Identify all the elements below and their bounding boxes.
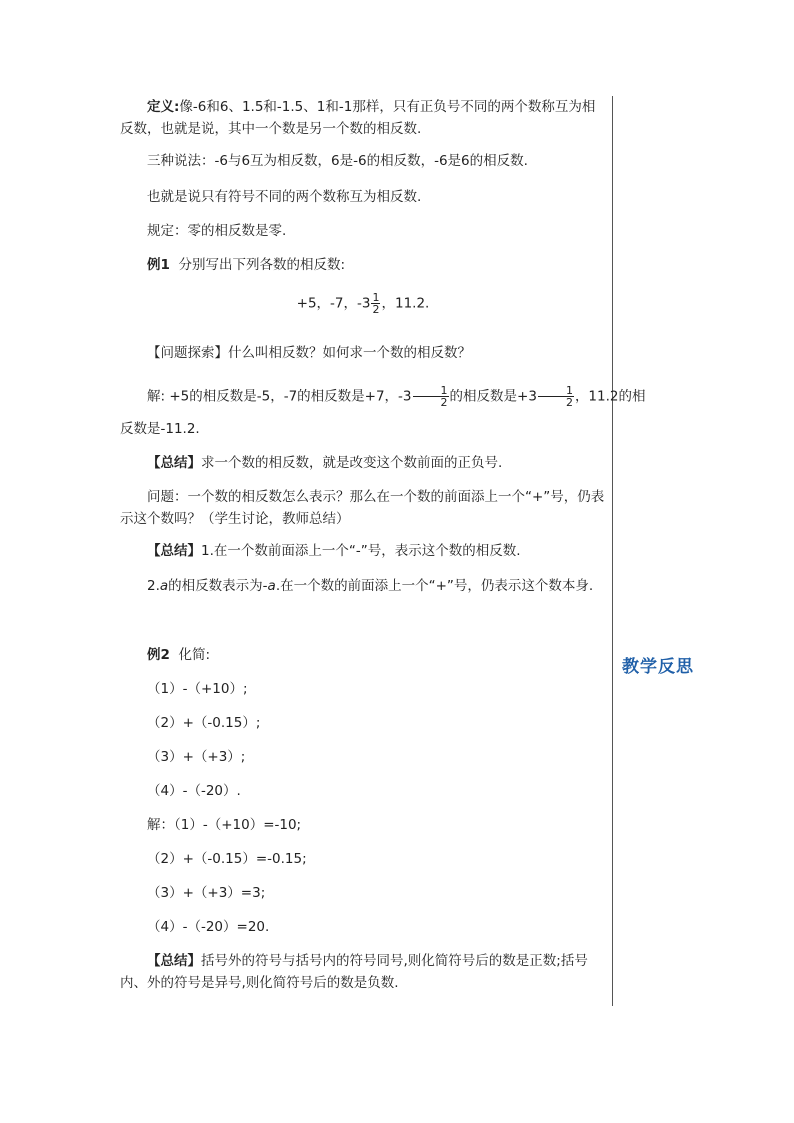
definition-text: 像-6和6、1.5和-1.5、1和-1那样，只有正负号不同的两个数称互为相反数，也就是说，其中一个数是另一个数的相反数. [120,99,596,137]
example2-heading: 例2 化简: [147,647,211,663]
example2-item: （4）-（-20）. [147,783,241,799]
teaching-reflection-label: 教学反思 [622,657,694,677]
example1-label: 例1 [147,257,170,273]
example2-label: 例2 [147,647,170,663]
solution1-line2: 反数是-11.2. [120,421,200,437]
summary2-label: 【总结】 [147,543,201,559]
example1-text: 分别写出下列各数的相反数: [178,257,346,273]
zero-rule-paragraph: 规定：零的相反数是零. [147,223,287,239]
solution2-line: （4）-（-20）=20. [147,919,270,935]
summary2b-paragraph: 2.a的相反数表示为-a.在一个数的前面添上一个“+”号，仍表示这个数本身. [147,578,594,594]
example2-item: （3）+（+3）; [147,749,246,765]
example1-numbers [120,292,606,315]
three-ways-paragraph: 三种说法：-6与6互为相反数，6是-6的相反数，-6是6的相反数. [147,153,528,169]
question2-paragraph: 问题：一个数的相反数怎么表示？那么在一个数的前面添上一个“+”号，仍表示这个数吗？（学生讨论，教师总结） [120,489,605,527]
solution2-line: （2）+（-0.15）=-0.15; [147,851,307,867]
solution1-line1: 解: +5的相反数是-5，-7的相反数是+7，-3 $\frac{1}{2}$ 的相反数是+3 $\frac{1}{2}$ ，11.2的相 [147,384,646,409]
fraction-one-half: $\frac{1}{2}$ [538,385,574,408]
example1-numbers-pre: +5，-7，-3 [296,295,371,312]
fraction-one-half: $\frac{1}{2}$ [413,385,449,408]
summary3-paragraph: 【总结】括号外的符号与括号内的符号同号,则化简符号后的数是正数;括号内、外的符号是异号,则化简符号后的数是负数. [120,953,588,991]
definition-label: 定义: [147,99,180,115]
fraction-one-half: $\frac{1}{2}$ [372,291,380,316]
summary1-paragraph: 【总结】求一个数的相反数，就是改变这个数前面的正负号. [147,455,503,471]
example1-heading [120,254,606,276]
also-paragraph: 也就是说只有符号不同的两个数称互为相反数. [147,189,422,205]
example2-item: （1）-（+10）; [147,681,248,697]
summary3-label: 【总结】 [147,953,201,969]
column-divider [612,96,613,1006]
example2-item: （2）+（-0.15）; [147,715,261,731]
solution2-line: （3）+（+3）=3; [147,885,266,901]
example1-numbers-post: ，11.2. [381,295,430,312]
question-explore-paragraph: 【问题探索】什么叫相反数？如何求一个数的相反数？ [147,345,471,361]
summary1-label: 【总结】 [147,455,201,471]
definition-paragraph [120,96,606,140]
summary2-paragraph: 【总结】1.在一个数前面添上一个“-”号，表示这个数的相反数. [147,543,521,559]
solution2-line: 解：（1）-（+10）=-10; [147,817,302,833]
